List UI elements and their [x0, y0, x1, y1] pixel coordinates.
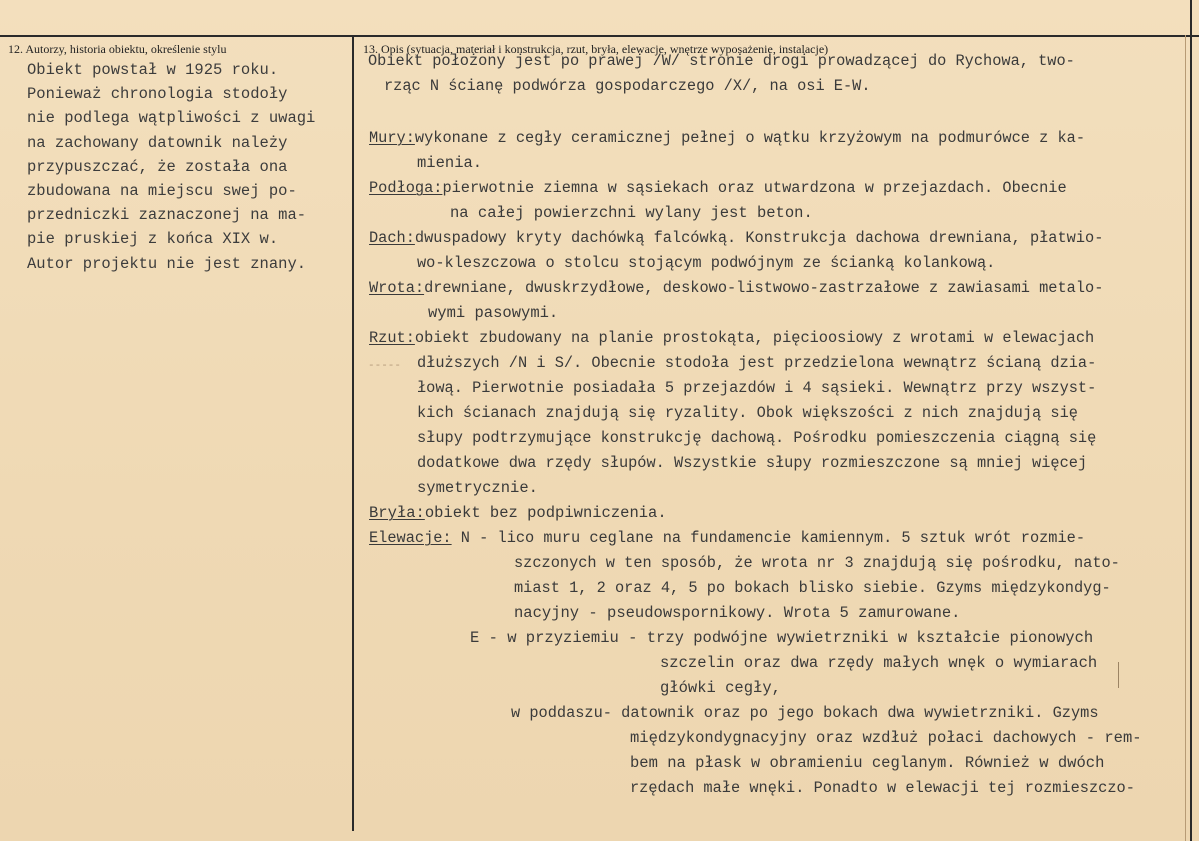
- description-line: międzykondygnacyjny oraz wzdłuż połaci dachowych - rem-: [630, 729, 1142, 747]
- description-line: łową. Pierwotnie posiadała 5 przejazdów i 4 sąsieki. Wewnątrz przy wszyst-: [417, 379, 1097, 397]
- text-line: Obiekt powstał w 1925 roku.: [27, 61, 279, 79]
- text-line: Autor projektu nie jest znany.: [27, 254, 307, 273]
- text-line: Ponieważ chronologia stodoły: [27, 85, 288, 104]
- right-column-header: 13. Opis (sytuacja, materiał i konstrukcja, rzut, bryła, elewacje, wnętrze wyposażenie, instalacje): [363, 42, 829, 56]
- description-line: nacyjny - pseudowspornikowy. Wrota 5 zamurowane.: [514, 604, 961, 622]
- description-line: słupy podtrzymujące konstrukcję dachową. Pośrodku pomieszczenia ciągną się: [417, 429, 1097, 447]
- left-column-header: 12. Autorzy, historia obiektu, określenie stylu: [8, 42, 227, 56]
- description-line: bem na płask w obramieniu ceglanym. Również w dwóch: [630, 754, 1105, 772]
- description-line: wymi pasowymi.: [428, 304, 559, 322]
- description-line: Podłoga:pierwotnie ziemna w sąsiekach oraz utwardzona w przejazdach. Obecnie: [369, 179, 1067, 197]
- description-line: Rzut:obiekt zbudowany na planie prostokąta, pięcioosiowy z wrotami w elewacjach: [369, 329, 1095, 347]
- text-line: pie pruskiej z końca XIX w.: [27, 230, 279, 249]
- text-line: nie podlega wątpliwości z uwagi: [27, 109, 316, 128]
- description-line: rząc N ścianę podwórza gospodarczego /X/, na osi E-W.: [384, 77, 871, 95]
- description-line: Wrota:drewniane, dwuskrzydłowe, deskowo-listwowo-zastrzałowe z zawiasami metalo-: [369, 279, 1104, 297]
- faint-mark: -----: [368, 360, 402, 372]
- roof-label: Dach:: [369, 229, 415, 247]
- description-line: E - w przyziemiu - trzy podwójne wywietrzniki w kształcie pionowych: [470, 629, 1094, 647]
- description-line: Mury:wykonane z cegły ceramicznej pełnej o wątku krzyżowym na podmurówce z ka-: [369, 129, 1086, 147]
- walls-label: Mury:: [369, 129, 415, 147]
- description-line: główki cegły,: [660, 679, 781, 697]
- text-line: przedniczki zaznaczonej na ma-: [27, 206, 307, 225]
- text-line: zbudowana na miejscu swej po-: [27, 182, 297, 201]
- description-line: Dach:dwuspadowy kryty dachówką falcówką. Konstrukcja dachowa drewniana, płatwio-: [369, 229, 1104, 247]
- floor-label: Podłoga:: [369, 179, 443, 197]
- description-line: szczelin oraz dwa rzędy małych wnęk o wymiarach: [660, 654, 1098, 672]
- description-line: Obiekt położony jest po prawej /W/ stronie drogi prowadzącej do Rychowa, two-: [368, 52, 1075, 70]
- description-line: kich ścianach znajdują się ryzality. Obok większości z nich znajdują się: [417, 404, 1078, 422]
- massing-label: Bryła:: [369, 504, 425, 522]
- text-line: przypuszczać, że została ona: [27, 157, 288, 176]
- elevations-label: Elewacje:: [369, 529, 452, 547]
- description-line: dodatkowe dwa rzędy słupów. Wszystkie słupy rozmieszczone są mniej więcej: [417, 454, 1088, 472]
- description-line: w poddaszu- datownik oraz po jego bokach dwa wywietrzniki. Gzyms: [511, 704, 1099, 722]
- description-line: wo-kleszczowa o stolcu stojącym podwójnym ze ścianką kolankową.: [417, 254, 996, 272]
- description-line: na całej powierzchni wylany jest beton.: [450, 204, 813, 222]
- gates-label: Wrota:: [369, 279, 425, 297]
- description-line: Bryła:obiekt bez podpiwniczenia.: [369, 504, 667, 522]
- description-line: Elewacje: N - lico muru ceglane na fundamencie kamiennym. 5 sztuk wrót rozmie-: [369, 529, 1086, 547]
- description-line: mienia.: [417, 154, 483, 172]
- description-line: dłuższych /N i S/. Obecnie stodoła jest przedzielona wewnątrz ścianą dzia-: [417, 354, 1097, 372]
- plan-label: Rzut:: [369, 329, 415, 347]
- description-line: miast 1, 2 oraz 4, 5 po bokach blisko siebie. Gzyms międzykondyg-: [514, 579, 1111, 597]
- description-line: szczonych w ten sposób, że wrota nr 3 znajdują się pośrodku, nato-: [514, 554, 1120, 572]
- description-line: symetrycznie.: [417, 479, 538, 497]
- description-line: rzędach małe wnęki. Ponadto w elewacji tej rozmieszczo-: [630, 779, 1135, 797]
- text-line: na zachowany datownik należy: [27, 133, 288, 152]
